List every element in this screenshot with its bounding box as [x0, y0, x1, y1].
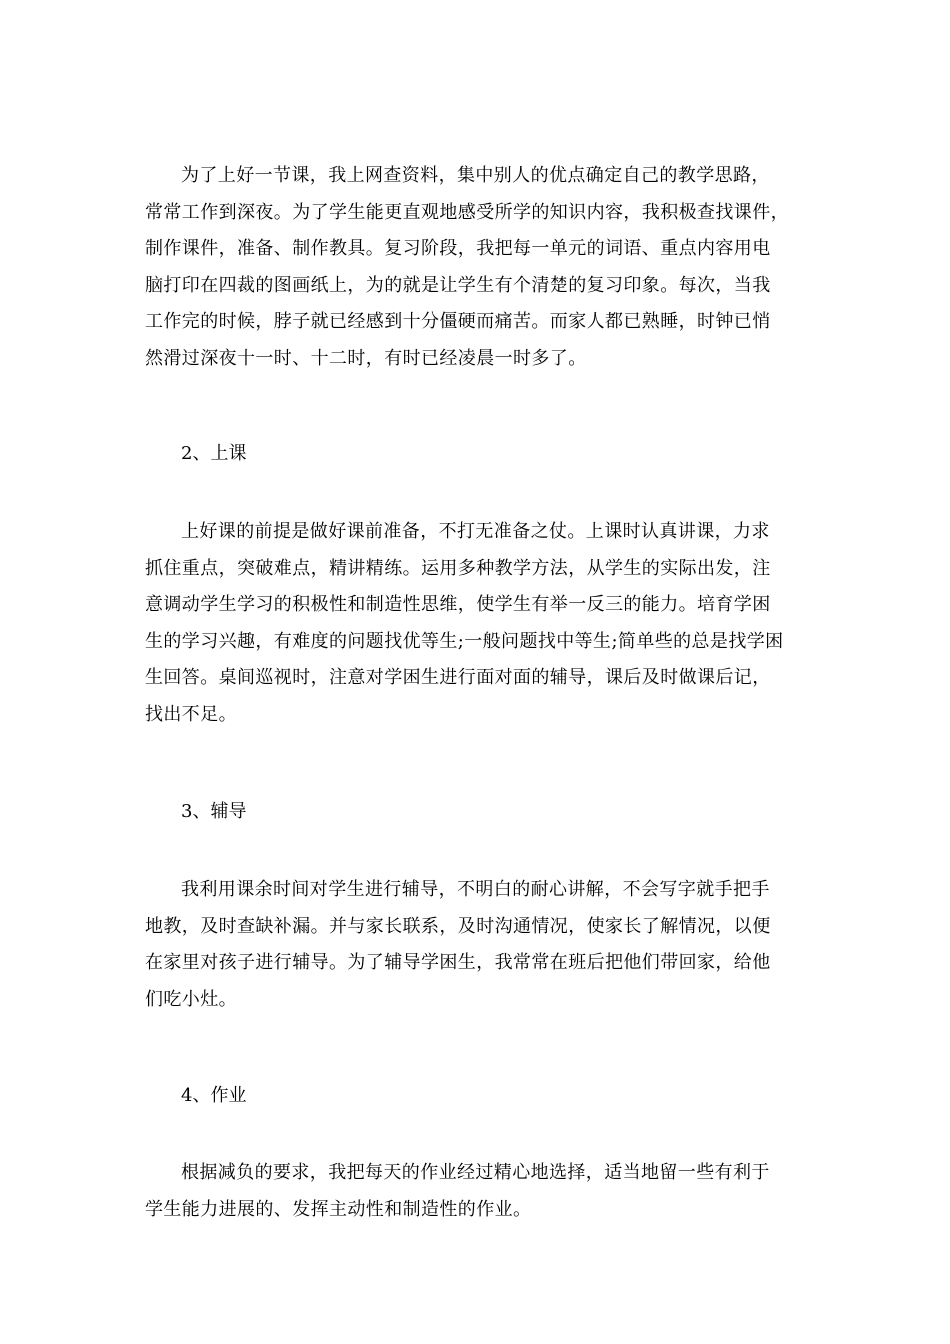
paragraph-line: 地教，及时查缺补漏。并与家长联系，及时沟通情况，使家长了解情况，以便	[145, 915, 771, 937]
paragraph-line: 学生能力进展的、发挥主动性和制造性的作业。	[145, 1198, 532, 1220]
paragraph-line: 们吃小灶。	[145, 988, 237, 1010]
paragraph-line: 根据减负的要求，我把每天的作业经过精心地选择，适当地留一些有利于	[181, 1162, 770, 1183]
paragraph-line: 脑打印在四裁的图画纸上，为的就是让学生有个清楚的复习印象。每次，当我	[145, 274, 771, 296]
section-heading-class: 2、上课	[181, 443, 247, 464]
paragraph-line: 在家里对孩子进行辅导。为了辅导学困生，我常常在班后把他们带回家，给他	[145, 952, 771, 973]
paragraph-line: 常常工作到深夜。为了学生能更直观地感受所学的知识内容，我积极查找课件，	[145, 201, 789, 223]
paragraph-line: 制作课件，准备、制作教具。复习阶段，我把每一单元的词语、重点内容用电	[145, 238, 771, 259]
paragraph-line: 生回答。桌间巡视时，注意对学困生进行面对面的辅导，课后及时做课后记，	[145, 667, 771, 688]
paragraph-tutoring	[145, 872, 805, 1018]
paragraph-line: 工作完的时候，脖子就已经感到十分僵硬而痛苦。而家人都已熟睡，时钟已悄	[145, 311, 771, 332]
paragraph-line: 上好课的前提是做好课前准备，不打无准备之仗。上课时认真讲课，力求	[181, 521, 770, 542]
paragraph-line: 为了上好一节课，我上网查资料，集中别人的优点确定自己的教学思路，	[181, 165, 770, 186]
paragraph-line: 我利用课余时间对学生进行辅导，不明白的耐心讲解，不会写字就手把手	[181, 879, 770, 900]
paragraph-homework	[145, 1155, 805, 1228]
paragraph-line: 意调动学生学习的积极性和制造性思维，使学生有举一反三的能力。培育学困	[145, 594, 771, 615]
paragraph-line: 抓住重点，突破难点，精讲精练。运用多种教学方法，从学生的实际出发，注	[145, 557, 771, 579]
section-heading-homework: 4、作业	[181, 1085, 247, 1106]
paragraph-line: 生的学习兴趣，有难度的问题找优等生;一般问题找中等生;简单些的总是找学困	[145, 630, 784, 652]
paragraph-preparation	[145, 158, 805, 377]
section-heading-tutoring: 3、辅导	[181, 801, 247, 822]
paragraph-line: 然滑过深夜十一时、十二时，有时已经凌晨一时多了。	[145, 347, 587, 369]
paragraph-class	[145, 514, 805, 733]
paragraph-line: 找出不足。	[145, 703, 237, 725]
